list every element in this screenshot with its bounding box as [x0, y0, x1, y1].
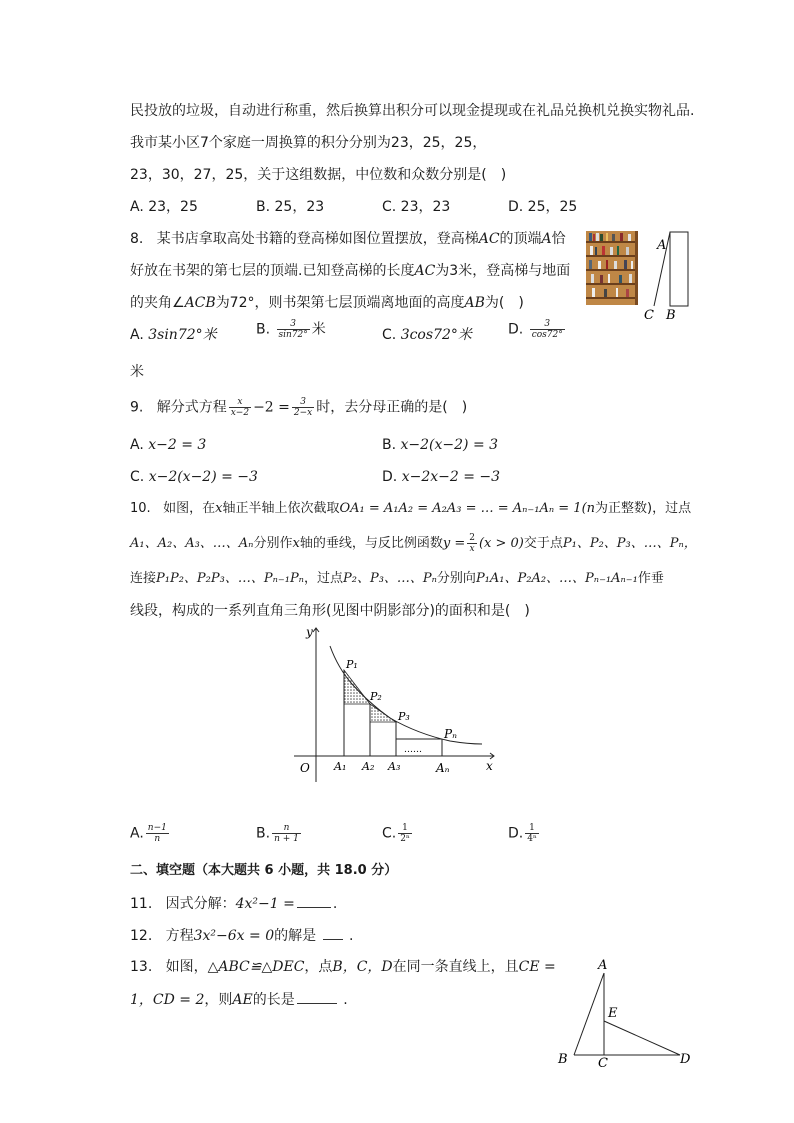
q9-number: 9. [130, 399, 144, 416]
q10-func: y = [442, 536, 466, 551]
option-label: C. [382, 825, 397, 842]
q11-end: . [332, 896, 338, 912]
dots-label: …… [404, 745, 422, 755]
q8-text: 某书店拿取高处书籍的登高梯如图位置摆放，登高梯 [156, 231, 479, 247]
label-a1: A₁ [334, 760, 347, 773]
label-p3: P₃ [398, 710, 410, 723]
q8-var-acb: ACB [184, 295, 216, 311]
q10-option-d [508, 823, 541, 844]
q13-cond: CE = [518, 959, 556, 975]
q11-answer-blank[interactable] [297, 893, 331, 908]
label-d: D [680, 1052, 691, 1067]
option-label: A. [130, 825, 144, 842]
q13-end: . [343, 992, 348, 1008]
q7-text-line2: 我市某小区7个家庭一周换算的积分分别为23，25，25， [130, 135, 487, 151]
q7-option-d: D. 25，25 [508, 199, 578, 215]
q8-var-ac: AC [478, 231, 500, 247]
bookshelf-rect [670, 232, 688, 306]
q9-mid: −2 = [253, 399, 290, 416]
q10-points: P₁A₁、P₂A₂、…、Pₙ₋₁Aₙ₋₁ [475, 571, 638, 586]
q10-func-fraction: $\frac{2}{x}$ [469, 533, 475, 554]
q13-answer-blank[interactable] [297, 989, 337, 1004]
q8-option-b-fraction: $\frac{3}{\sin 72^\circ}$ [278, 319, 308, 340]
q9-fraction-2: $\frac{3}{2-x}$ [293, 397, 313, 418]
q8-option-b-unit: 米 [311, 321, 326, 338]
label-p2: P₂ [370, 690, 382, 703]
label-x: x [486, 759, 493, 773]
q8-option-d [508, 319, 567, 340]
q10-option-c [382, 823, 414, 844]
q9-text: 解分式方程 [156, 399, 227, 416]
option-label: C. [130, 469, 145, 485]
q13-var-ae: AE [232, 992, 253, 1008]
q8-line1 [130, 229, 566, 249]
option-label: A. [130, 327, 144, 343]
q10-var-x: x [292, 536, 300, 551]
q10-text: 为正整数)，过点 [595, 501, 692, 516]
q9-option-b-expr: x−2(x−2) = 3 [400, 437, 499, 453]
q10-option-d-fraction: $\frac{1}{\text{4ⁿ}}$ [527, 823, 537, 844]
q8-line2 [130, 261, 570, 281]
option-label: B. [256, 825, 271, 842]
q12-end: . [349, 928, 354, 944]
q8-var-a: A [541, 231, 552, 247]
q12-answer-blank[interactable] [323, 925, 343, 940]
q10-text: 分别向 [436, 571, 476, 586]
option-label: B. [256, 321, 271, 338]
fig-label-c: C [644, 308, 654, 322]
option-label: A. [130, 437, 144, 453]
q11-number: 11. [130, 896, 153, 912]
q7-text-line3: 23，30，27，25，关于这组数据，中位数和众数分别是( ) [130, 167, 507, 183]
q10-text: 分别作 [253, 536, 293, 551]
q13-text: ，点 [304, 959, 333, 975]
label-o: O [300, 761, 310, 775]
label-e: E [608, 1006, 618, 1021]
q8-ladder-figure [640, 226, 700, 322]
q10-number: 10. [130, 501, 151, 516]
q12-expr: 3x²−6x = 0 [193, 928, 275, 944]
q10-option-a [130, 823, 171, 844]
option-label: D. [508, 825, 524, 842]
q10-option-b [256, 823, 303, 844]
q13-text: 如图， [165, 959, 208, 975]
q13-text: 的长是 [252, 992, 295, 1008]
q10-line4: 线段，构成的一系列直角三角形(见图中阴影部分)的面积和是( ) [130, 603, 530, 619]
option-label: B. [382, 437, 397, 453]
q13-triangle-figure [552, 955, 698, 1071]
q10-line1 [130, 499, 691, 519]
q8-option-c [382, 325, 472, 345]
label-a: A [598, 958, 608, 973]
segment-ab [574, 973, 604, 1055]
q13-line2 [130, 989, 348, 1010]
q10-text: 交于点 [523, 536, 563, 551]
q8-text: 的顶端 [499, 231, 542, 247]
q11-expr: 4x²−1 = [235, 896, 295, 912]
q8-option-c-expr: 3cos72°米 [400, 327, 472, 343]
label-b: B [558, 1052, 568, 1067]
q10-points: P₁P₂、P₂P₃、…、Pₙ₋₁Pₙ [156, 571, 304, 586]
q9-option-b [382, 435, 498, 455]
q13-text: 在同一条直线上，且 [392, 959, 519, 975]
q8-option-d-fraction: $\frac{3}{\cos 72^\circ}$ [531, 319, 563, 340]
q8-option-a-expr: 3sin72°米 [148, 327, 217, 343]
bookshelf-photo [586, 231, 638, 305]
q9-option-c [130, 467, 258, 487]
label-an: Aₙ [436, 761, 450, 775]
q8-var-ab: AB [464, 295, 485, 311]
bookshelf-photo-drawing [586, 231, 638, 305]
q10-graph-figure [290, 620, 500, 785]
section-heading: 二、填空题（本大题共 6 小题，共 18.0 分） [130, 863, 398, 878]
label-c: C [598, 1056, 608, 1071]
q9-option-a [130, 435, 206, 455]
q10-points: P₁、P₂、P₃、…、Pₙ， [562, 536, 697, 551]
q12-text: 方程 [165, 928, 194, 944]
q12-number: 12. [130, 928, 153, 944]
q9-line [130, 397, 467, 418]
label-p1: P₁ [346, 658, 358, 671]
q8-text: 好放在书架的第七层的顶端.已知登高梯的长度 [130, 263, 415, 279]
q10-text: ，过点 [303, 571, 343, 586]
q8-text: 为( ) [484, 295, 524, 311]
q13-line1 [130, 957, 556, 977]
q10-line3 [130, 569, 664, 589]
q10-text: 作垂 [637, 571, 664, 586]
q9-option-a-expr: x−2 = 3 [148, 437, 207, 453]
q8-option-a [130, 325, 217, 345]
q13-expr: △ABC≌△DEC [207, 959, 305, 975]
q8-option-b [256, 319, 326, 340]
q10-text: 如图，在 [163, 501, 216, 516]
q13-number: 13. [130, 959, 153, 975]
q9-fraction-1: $\frac{x}{x-2}$ [230, 397, 250, 418]
q10-text: 轴正半轴上依次截取 [222, 501, 340, 516]
q8-var-ac: AC [414, 263, 436, 279]
label-a2: A₂ [362, 760, 375, 773]
q10-option-a-fraction: $\frac{n-1}{n}$ [147, 823, 167, 844]
q7-text-line1: 民投放的垃圾，自动进行称重，然后换算出积分可以现金提现或在礼品兑换机兑换实物礼品. [130, 103, 695, 119]
q7-option-a: A. 23，25 [130, 199, 198, 215]
q10-expr: OA₁ = A₁A₂ = A₂A₃ = … = Aₙ₋₁Aₙ = 1( [339, 501, 587, 516]
label-a3: A₃ [388, 760, 401, 773]
q8-text: 为3米，登高梯与地面 [435, 263, 571, 279]
q10-expr: A₁、A₂、A₃、…、Aₙ [130, 536, 254, 551]
q8-text: 为72°，则书架第七层顶端离地面的高度 [215, 295, 465, 311]
q13-points: B，C，D [332, 959, 393, 975]
q11-line [130, 893, 337, 914]
q12-line [130, 925, 353, 946]
q11-text: 因式分解： [165, 896, 236, 912]
q10-option-b-fraction: $\frac{n}{n + 1}$ [274, 823, 299, 844]
fig-label-a: A [657, 238, 667, 253]
label-pn: Pₙ [444, 727, 457, 741]
q8-option-d-unit: 米 [130, 364, 144, 380]
option-label: D. [508, 321, 524, 338]
q10-var-n: n [586, 501, 596, 516]
fig-label-b: B [666, 308, 676, 322]
q10-cond: (x > 0) [478, 536, 524, 551]
q10-option-c-fraction: $\frac{1}{\text{2ⁿ}}$ [400, 823, 410, 844]
q9-option-d-expr: x−2x−2 = −3 [401, 469, 501, 485]
q9-option-d [382, 467, 500, 487]
q9-option-c-expr: x−2(x−2) = −3 [148, 469, 258, 485]
label-y: y [306, 625, 313, 639]
option-label: D. [382, 469, 398, 485]
q10-line2 [130, 533, 697, 554]
segment-ed [604, 1021, 680, 1055]
q13-text: ，则 [204, 992, 233, 1008]
q9-text: 时，去分母正确的是( ) [316, 399, 468, 416]
q13-expr: 1，CD = 2 [130, 992, 205, 1008]
q8-text: 恰 [551, 231, 566, 247]
q10-text: 轴的垂线，与反比例函数 [299, 536, 443, 551]
q7-option-b: B. 25，23 [256, 199, 325, 215]
q10-points: P₂、P₃、…、Pₙ [342, 571, 437, 586]
q7-option-c: C. 23，23 [382, 199, 451, 215]
q8-line3 [130, 293, 524, 313]
q8-number: 8. [130, 231, 144, 247]
q12-text: 的解是 [274, 928, 317, 944]
q10-text: 连接 [130, 571, 157, 586]
q8-text: 的夹角∠ [130, 295, 185, 311]
option-label: C. [382, 327, 397, 343]
q10-var-x: x [215, 501, 223, 516]
